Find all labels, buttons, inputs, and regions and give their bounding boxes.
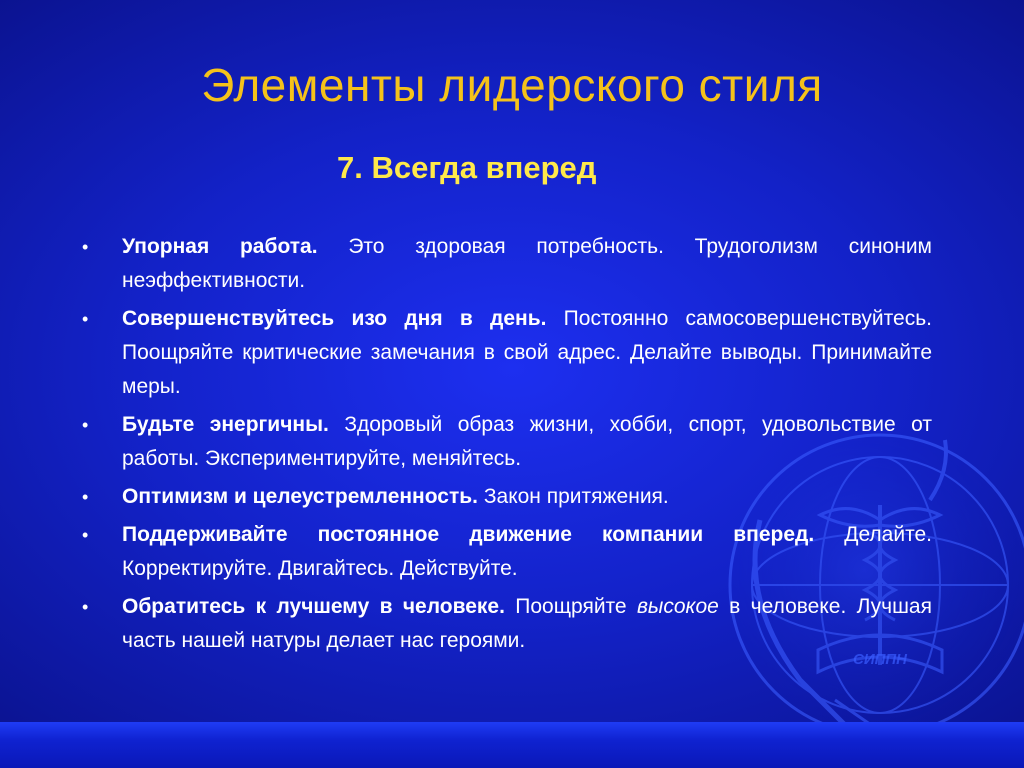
bullet-heading: Будьте энергичны. xyxy=(122,413,329,436)
slide-title: Элементы лидерского стиля xyxy=(201,59,823,111)
bullet-text: Закон притяжения. xyxy=(478,485,669,508)
logo-banner-text: СИППН xyxy=(852,651,908,668)
bullet-text: Поощряйте xyxy=(504,595,637,618)
bullet-dot-icon: • xyxy=(82,415,89,435)
bullet-text: Делайте. Корректируйте. Двигайтесь. Действуйте. xyxy=(122,523,932,580)
bullet-text: Постоянно самосовершенствуйтесь. Поощряйте критические замечания в свой адрес. Делайте выводы. Принимайте меры. xyxy=(122,307,932,398)
bullet-item-move-forward xyxy=(80,518,932,586)
bullet-item-best-in-people xyxy=(80,590,932,658)
bullet-item-be-energetic xyxy=(80,408,932,476)
bullet-heading: Упорная работа. xyxy=(122,235,318,258)
slide-subtitle: 7. Всегда вперед xyxy=(337,150,597,185)
bullet-dot-icon: • xyxy=(82,237,89,257)
bullet-list xyxy=(80,230,932,662)
bottom-bar xyxy=(0,722,1024,768)
bullet-item-hard-work xyxy=(80,230,932,298)
bullet-dot-icon: • xyxy=(82,597,89,617)
bullet-text: Здоровый образ жизни, хобби, спорт, удовольствие от работы. Экспериментируйте, меняйтесь. xyxy=(122,413,932,470)
bullet-heading: Обратитесь к лучшему в человеке. xyxy=(122,595,505,618)
bullet-item-improve-daily xyxy=(80,302,932,404)
bullet-dot-icon: • xyxy=(82,487,89,507)
bullet-heading: Оптимизм и целеустремленность. xyxy=(122,485,478,508)
bullet-heading: Совершенствуйтесь изо дня в день. xyxy=(122,307,547,330)
bullet-text: Это здоровая потребность. Трудоголизм синоним неэффективности. xyxy=(122,235,932,292)
bullet-dot-icon: • xyxy=(82,309,89,329)
bullet-dot-icon: • xyxy=(82,525,89,545)
bullet-heading: Поддерживайте постоянное движение компании вперед. xyxy=(122,523,815,546)
bullet-text: в человеке. Лучшая часть нашей натуры делает нас героями. xyxy=(122,595,932,652)
bullet-italic-text: высокое xyxy=(636,595,719,618)
bullet-item-optimism xyxy=(80,480,932,514)
